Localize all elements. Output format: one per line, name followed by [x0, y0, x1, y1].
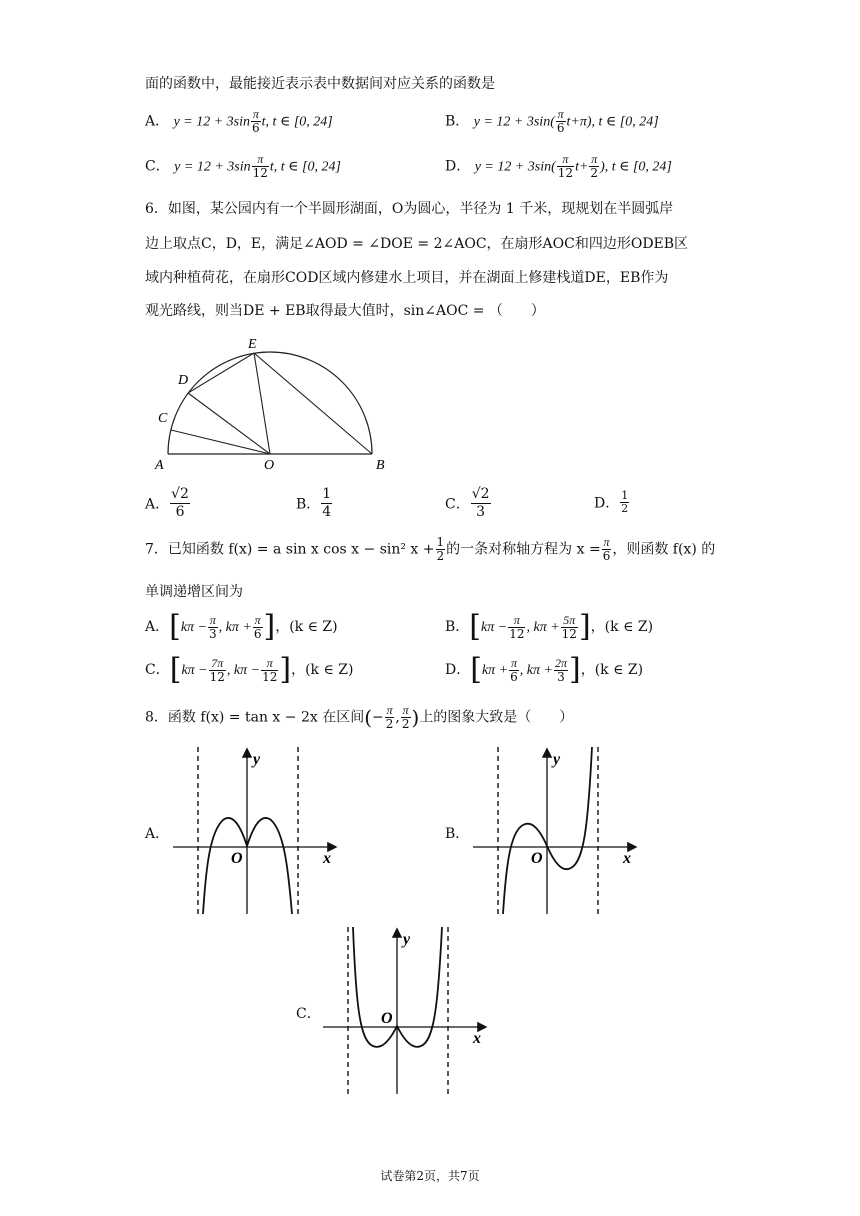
- q6-option-c: C． $\frac{√2}{3}$: [445, 486, 490, 520]
- semicircle-figure: [150, 330, 410, 475]
- label-o: O: [264, 458, 275, 473]
- label-d: D: [178, 373, 189, 388]
- q7-stem: 7．已知函数 f(x) = a sin x cos x − sin² x + $\frac{1}{2}$ 的一条对称轴方程为 x = $\frac{\pi}{6}$ ，则函数 f(x) 的: [145, 535, 716, 563]
- page-footer: 试卷第2页，共7页: [380, 1169, 480, 1183]
- graph-b-x-label: x: [623, 850, 631, 867]
- q7-option-a: A．[kπ − $\frac{\pi}{3}$ , kπ + $\frac{\pi}{6}$ ]，(k ∈ Z): [145, 609, 338, 644]
- q7-option-d: D．[kπ + $\frac{\pi}{6}$ , kπ + $\frac{2\pi}{3}$ ]，(k ∈ Z): [445, 652, 644, 687]
- q6-option-a: A． $\frac{√2}{6}$: [145, 486, 189, 520]
- q6-option-b: B． $\frac{1}{4}$: [296, 486, 332, 520]
- label-a: A: [155, 458, 164, 473]
- graph-c: [315, 922, 500, 1097]
- q8-stem: 8．函数 f(x) = tan x − 2x 在区间(− $\frac{\pi}{2}$ , $\frac{\pi}{2}$ )上的图象大致是（ ）: [145, 703, 574, 731]
- segment-od: [188, 393, 270, 454]
- q6-line-2: 边上取点C，D，E，满足∠AOD = ∠DOE = 2∠AOC，在扇形AOC和四边形ODEB区: [145, 236, 689, 252]
- graph-a-y-label: y: [253, 751, 261, 768]
- graph-a: [165, 742, 350, 917]
- graph-c-letter: C．: [296, 1006, 321, 1022]
- q5-intro: 面的函数中，最能接近表示表中数据间对应关系的函数是: [145, 76, 495, 92]
- q6-option-d: D． $\frac{1}{2}$: [594, 489, 629, 515]
- q6-line-1: 6．如图，某公园内有一个半圆形湖面，O为圆心，半径为 1 千米，现规划在半圆弧岸: [145, 201, 674, 217]
- q5-option-d: D． y = 12 + 3sin( $\frac{\pi}{12}$ t+ $\frac{\pi}{2}$ ), t ∈ [0, 24]: [445, 152, 672, 180]
- label-c: C: [158, 411, 168, 426]
- q5-option-a: A． y = 12 + 3sin $\frac{\pi}{6}$ t, t ∈ [0, 24]: [145, 107, 333, 135]
- graph-a-origin-label: O: [231, 850, 243, 867]
- segment-eb: [254, 353, 372, 454]
- label-e: E: [248, 337, 257, 352]
- q6-line-4: 观光路线，则当DE + EB取得最大值时，sin∠AOC = （ ）: [145, 303, 545, 319]
- graph-a-letter: A．: [145, 826, 170, 842]
- label-b: B: [376, 458, 385, 473]
- graph-b-y-label: y: [553, 751, 561, 768]
- graph-b: [465, 742, 650, 917]
- q6-line-3: 域内种植荷花，在扇形COD区域内修建水上项目，并在湖面上修建栈道DE，EB作为: [145, 270, 669, 286]
- graph-c-y-label: y: [403, 931, 411, 948]
- graph-b-origin-label: O: [531, 850, 543, 867]
- q5-option-b: B． y = 12 + 3sin( $\frac{\pi}{6}$ t+π), t ∈ [0, 24]: [445, 107, 659, 135]
- q7-option-b: B．[kπ − $\frac{\pi}{12}$ , kπ + $\frac{5\pi}{12}$ ]，(k ∈ Z): [445, 609, 654, 644]
- q5-option-c: C． y = 12 + 3sin $\frac{\pi}{12}$ t, t ∈ [0, 24]: [145, 152, 341, 180]
- graph-a-x-label: x: [323, 850, 331, 867]
- graph-b-letter: B．: [445, 826, 470, 842]
- graph-c-x-label: x: [473, 1030, 481, 1047]
- q7-line-2: 单调递增区间为: [145, 584, 243, 600]
- segment-de: [188, 353, 254, 393]
- segment-oe: [254, 353, 270, 454]
- graph-c-origin-label: O: [381, 1010, 393, 1027]
- segment-oc: [171, 430, 270, 454]
- q7-option-c: C．[kπ − $\frac{7\pi}{12}$ , kπ − $\frac{\pi}{12}$ ]，(k ∈ Z): [145, 652, 354, 687]
